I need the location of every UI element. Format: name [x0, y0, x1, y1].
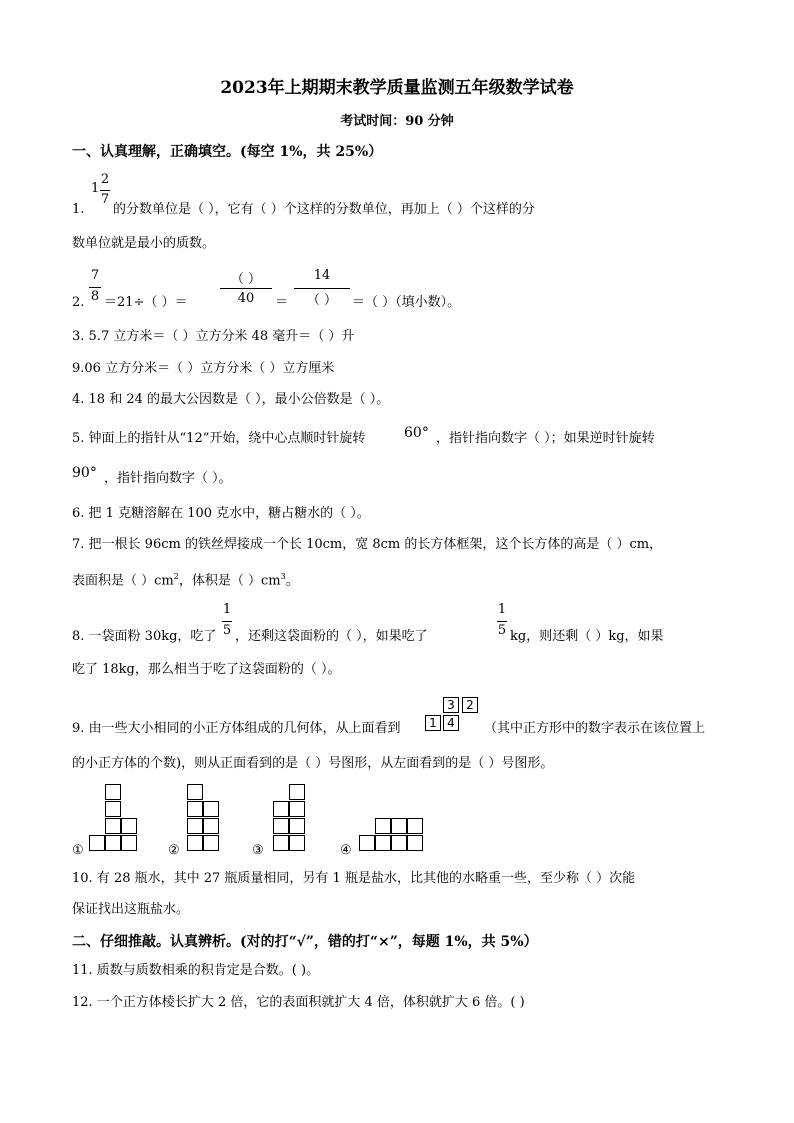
q8-f2-numerator: 1 [497, 602, 507, 617]
q2-equals: ＝ [275, 295, 289, 310]
cube [187, 784, 203, 800]
q7-end: 。 [285, 573, 299, 589]
q1-denominator: 7 [100, 192, 110, 207]
q2-f2-numerator: （ ） [230, 272, 262, 287]
exam-time: 考试时间：90 分钟 [340, 114, 454, 129]
q5-line2: ，指针指向数字（ ）。 [104, 471, 232, 486]
q1-line1: 的分数单位是（ ），它有（ ）个这样的分数单位，再加上（ ）个这样的分 [113, 202, 535, 217]
cube [187, 801, 203, 817]
question-11: 11. 质数与质数相乘的积肯定是合数。( )。 [72, 963, 320, 978]
question-3-line1: 3. 5.7 立方米＝（ ）立方分米 48 毫升＝（ ）升 [72, 329, 355, 344]
figure-2-label: ② [168, 843, 180, 858]
q5-angle-2: 90° [72, 465, 97, 481]
q8-f1-numerator: 1 [222, 602, 232, 617]
cube [203, 801, 219, 817]
q2-f2-denominator: 40 [237, 291, 255, 306]
q8-f1-bar [222, 621, 232, 622]
q8-line2: 吃了 18kg，那么相当于吃了这袋面粉的（ ）。 [72, 662, 341, 677]
q9-line2: 的小正方体的个数)，则从正面看到的是（ ）号图形，从左面看到的是（ ）号图形。 [72, 756, 554, 771]
q1-number: 1. [72, 202, 85, 217]
cube [121, 818, 137, 834]
q5-line1b: ，指针指向数字（ ）；如果逆时针旋转 [436, 431, 655, 446]
q8-part1: 8. 一袋面粉 30kg，吃了 [72, 629, 217, 644]
q2-f1-numerator: 7 [90, 268, 100, 283]
q2-text1: ＝21÷（ ）＝ [104, 295, 188, 310]
cube [105, 835, 121, 851]
q9-part2: （其中正方形中的数字表示在该位置上 [484, 721, 706, 736]
q7-line2 [72, 568, 299, 590]
cube [289, 784, 305, 800]
section-1-heading: 一、认真理解，正确填空。(每空 1%，共 25%） [72, 144, 383, 160]
q5-angle-1: 60° [404, 425, 429, 441]
cube [187, 835, 203, 851]
q8-f1-denominator: 5 [222, 623, 232, 638]
q1-fraction-bar [100, 190, 110, 191]
q5-line1a: 5. 钟面上的指针从“12”开始，绕中心点顺时针旋转 [72, 431, 366, 446]
cube [289, 801, 305, 817]
q2-number: 2. [72, 295, 85, 310]
q2-f1-bar [89, 287, 101, 288]
q7-line1: 7. 把一根长 96cm 的铁丝焊接成一个长 10cm，宽 8cm 的长方体框架，这个长方体的高是（ ）cm， [72, 537, 663, 552]
cube [105, 784, 121, 800]
cube [203, 835, 219, 851]
cube [375, 835, 391, 851]
top-view-cell: 1 [425, 715, 441, 731]
cube [391, 835, 407, 851]
q2-f2-bar [220, 288, 272, 289]
q8-f2-bar [497, 621, 507, 622]
q7-cubed: 3 [280, 572, 286, 581]
q8-part3: kg，则还剩（ ）kg，如果 [510, 629, 664, 644]
question-12: 12. 一个正方体棱长扩大 2 倍，它的表面积就扩大 4 倍，体积就扩大 6 倍。( ) [72, 995, 525, 1010]
page-title: 2023年上期期末教学质量监测五年级数学试卷 [220, 78, 574, 98]
cube [105, 801, 121, 817]
q2-text2: ＝（ ）（填小数）。 [352, 295, 461, 310]
q2-f1-denominator: 8 [90, 289, 100, 304]
cube [273, 801, 289, 817]
cube [375, 818, 391, 834]
figure-3-label: ③ [252, 843, 264, 858]
q2-f3-numerator: 14 [313, 268, 331, 283]
cube [89, 835, 105, 851]
cube [121, 835, 137, 851]
q7-surface-area: 表面积是（ ）cm [72, 573, 174, 589]
q7-squared: 2 [173, 572, 179, 581]
cube [391, 818, 407, 834]
top-view-cell: 2 [462, 697, 478, 713]
top-view-cell: 3 [443, 697, 459, 713]
cube [273, 818, 289, 834]
question-6: 6. 把 1 克糖溶解在 100 克水中，糖占糖水的（ ）。 [72, 506, 370, 521]
q1-whole: 1 [91, 181, 100, 196]
q7-volume: ，体积是（ ）cm [178, 573, 281, 589]
top-view-cell: 4 [443, 715, 459, 731]
question-4: 4. 18 和 24 的最大公因数是（ ），最小公倍数是（ ）。 [72, 392, 390, 407]
figure-4-label: ④ [340, 843, 352, 858]
cube [407, 835, 423, 851]
q2-f3-denominator: （ ） [306, 293, 338, 308]
cube [273, 835, 289, 851]
q8-part2: ，还剩这袋面粉的（ ），如果吃了 [235, 629, 428, 644]
question-10-line2: 保证找出这瓶盐水。 [72, 902, 190, 917]
cube [187, 818, 203, 834]
q8-f2-denominator: 5 [497, 623, 507, 638]
section-2-heading: 二、仔细推敲。认真辨析。(对的打“√”，错的打“×”，每题 1%，共 5%） [72, 934, 538, 950]
cube [105, 818, 121, 834]
cube [289, 835, 305, 851]
cube [407, 818, 423, 834]
q9-part1: 9. 由一些大小相同的小正方体组成的几何体，从上面看到 [72, 721, 401, 736]
cube [203, 818, 219, 834]
q1-numerator: 2 [100, 172, 110, 187]
question-3-line2: 9.06 立方分米＝（ ）立方分米（ ）立方厘米 [72, 361, 335, 376]
q1-line2: 数单位就是最小的质数。 [72, 236, 216, 251]
figure-1-label: ① [72, 843, 84, 858]
cube [359, 835, 375, 851]
question-10-line1: 10. 有 28 瓶水，其中 27 瓶质量相同，另有 1 瓶是盐水，比其他的水略重一些，至少称（ ）次能 [72, 871, 636, 886]
cube [289, 818, 305, 834]
